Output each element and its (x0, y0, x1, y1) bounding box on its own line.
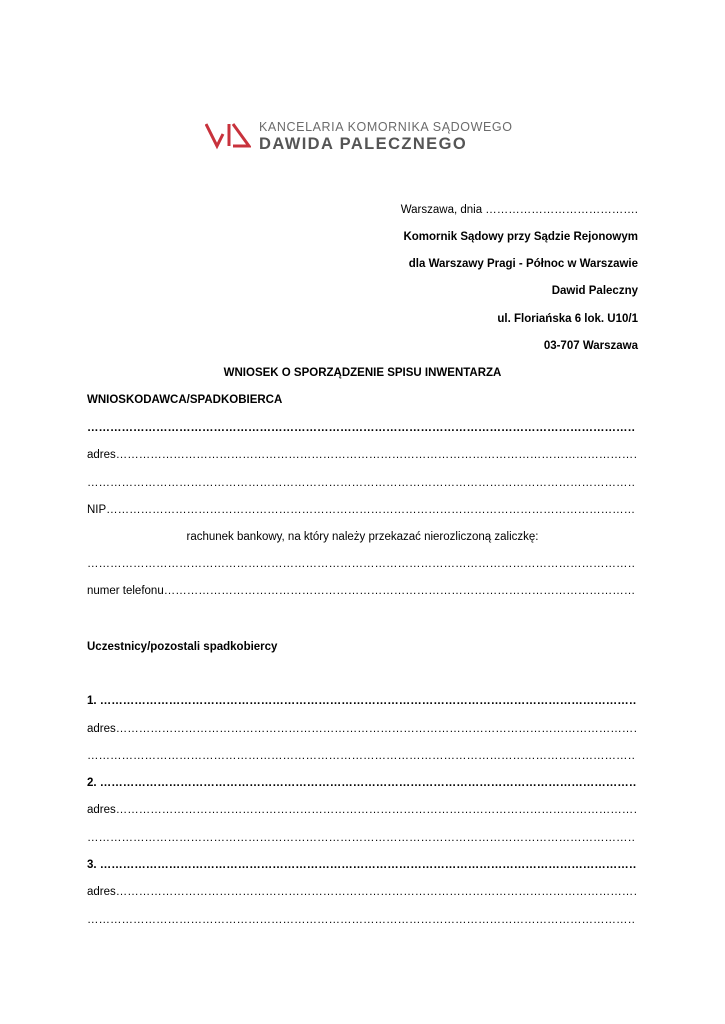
logo-mark-icon (205, 122, 251, 150)
nip-label: NIP (87, 504, 107, 516)
address-label: adres (87, 886, 116, 898)
participant-1-address-line2-field[interactable] (87, 749, 636, 763)
participant-2-name-field[interactable] (87, 776, 636, 790)
logo-line1: KANCELARIA KOMORNIKA SĄDOWEGO (259, 120, 513, 134)
participant-2-address-line2-field[interactable] (87, 831, 636, 845)
participant-3-address-line2-field[interactable] (87, 913, 636, 927)
address-label: adres (87, 723, 116, 735)
participant-1-name-field[interactable] (87, 694, 636, 708)
participants-heading: Uczestnicy/pozostali spadkobiercy (87, 641, 278, 653)
nip-field[interactable] (87, 503, 636, 517)
applicant-address-field[interactable] (87, 448, 636, 462)
address-label: adres (87, 449, 116, 461)
address-label: adres (87, 804, 116, 816)
form-title: WNIOSEK O SPORZĄDZENIE SPISU INWENTARZA (223, 367, 502, 379)
bank-account-label: rachunek bankowy, na który należy przekazać nierozliczoną zaliczkę: (186, 531, 539, 543)
participant-number: 3. (87, 859, 97, 871)
bank-account-field[interactable] (87, 557, 636, 571)
date-line: Warszawa, dnia …………………………………. (400, 204, 638, 216)
addressee-line3: Dawid Paleczny (551, 285, 638, 297)
applicant-address-line2-field[interactable] (87, 476, 636, 490)
addressee-line5: 03-707 Warszawa (543, 340, 638, 352)
participant-2-address-field[interactable] (87, 803, 636, 817)
participant-number: 2. (87, 777, 97, 789)
participant-number: 1. (87, 695, 97, 707)
addressee-line1: Komornik Sądowy przy Sądzie Rejonowym (403, 231, 638, 243)
logo (205, 118, 525, 158)
logo-line2: DAWIDA PALECZNEGO (259, 135, 468, 153)
participant-3-name-field[interactable] (87, 858, 636, 872)
applicant-name-field[interactable] (87, 421, 636, 435)
applicant-heading: WNIOSKODAWCA/SPADKOBIERCA (87, 394, 283, 406)
addressee-line4: ul. Floriańska 6 lok. U10/1 (497, 313, 638, 325)
participant-1-address-field[interactable] (87, 722, 636, 736)
addressee-line2: dla Warszawy Pragi - Północ w Warszawie (408, 258, 638, 270)
phone-field[interactable] (87, 584, 636, 598)
participant-3-address-field[interactable] (87, 885, 636, 899)
phone-label: numer telefonu (87, 585, 164, 597)
